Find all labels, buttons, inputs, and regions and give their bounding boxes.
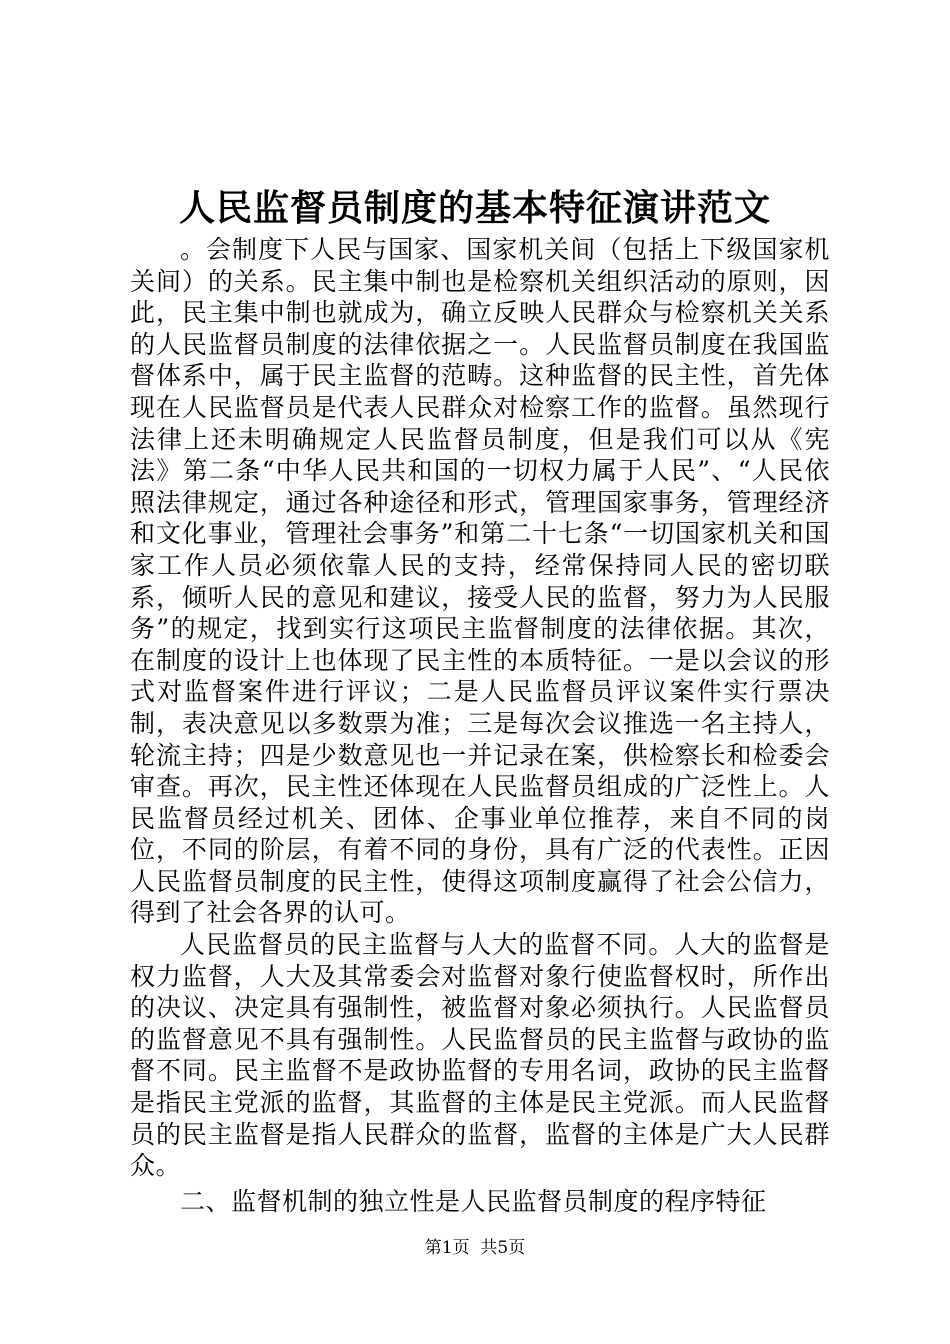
document-title: 人民监督员制度的基本特征演讲范文 xyxy=(178,187,771,229)
body-paragraph-1: 。会制度下人民与国家、国家机关间（包括上下级国家机关间）的关系。民主集中制也是检察机关组织活动的原则，因此，民主集中制也就成为，确立反映人民群众与检察机关关系的人民监督员制度的法律依据之一。人民监督员制度在我国监督体系中，属于民主监督的范畴。这种监督的民主性，首先体现在人民监督员是代表人民群众对检察工作的监督。虽然现行法律上还未明确规定人民监督员制度，但是我们可以从《宪法》第二条“中华人民共和国的一切权力属于人民”、“人民依照法律规定，通过各种途径和形式，管理国家事务，管理经济和文化事业，管理社会事务”和第二十七条“一切国家机关和国家工作人员必须依靠人民的支持，经常保持同人民的密切联系，倾听人民的意见和建议，接受人民的监督，努力为人民服务”的规定，找到实行这项民主监督制度的法律依据。其次，在制度的设计上也体现了民主性的本质特征。一是以会议的形式对监督案件进行评议；二是人民监督员评议案件实行票决制，表决意见以多数票为准；三是每次会议推选一名主持人，轮流主持；四是少数意见也一并记录在案，供检察长和检委会审查。再次，民主性还体现在人民监督员组成的广泛性上。人民监督员经过机关、团体、企事业单位推荐，来自不同的岗位，不同的阶层，有着不同的身份，具有广泛的代表性。正因人民监督员制度的民主性，使得这项制度赢得了社会公信力，得到了社会各界的认可。 xyxy=(130,235,830,928)
section-heading: 二、监督机制的独立性是人民监督员制度的程序特征 xyxy=(180,1186,767,1216)
page-total: 共5页 xyxy=(480,1238,526,1258)
page-footer xyxy=(0,1236,950,1260)
page-number: 第1页 xyxy=(424,1238,470,1258)
body-paragraph-2: 人民监督员的民主监督与人大的监督不同。人大的监督是权力监督，人大及其常委会对监督对象行使监督权时，所作出的决议、决定具有强制性，被监督对象必须执行。人民监督员的监督意见不具有强制性。人民监督员的民主监督与政协的监督不同。民主监督不是政协监督的专用名词，政协的民主监督是指民主党派的监督，其监督的主体是民主党派。而人民监督员的民主监督是指人民群众的监督，监督的主体是广大人民群众。 xyxy=(130,930,830,1181)
document-body xyxy=(130,234,830,1217)
